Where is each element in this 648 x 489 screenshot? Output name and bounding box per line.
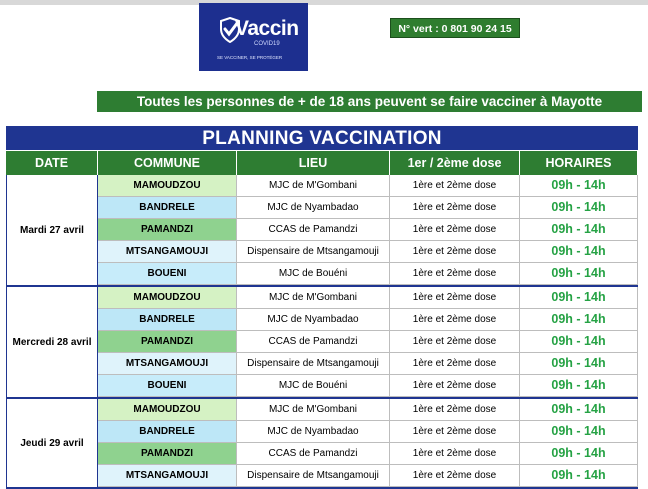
header-horaires: HORAIRES <box>520 150 638 175</box>
logo-tagline: SE VACCINER, SE PROTÉGER <box>217 55 283 60</box>
horaires-cell: 09h - 14h <box>520 241 638 263</box>
commune-cell: MAMOUDZOU <box>98 399 237 421</box>
horaires-cell: 09h - 14h <box>520 197 638 219</box>
dose-cell: 1ère et 2ème dose <box>390 421 520 443</box>
date-group <box>6 287 638 399</box>
horaires-cell: 09h - 14h <box>520 331 638 353</box>
date-group <box>6 175 638 287</box>
date-cell: Jeudi 29 avril <box>6 399 98 487</box>
header-lieu: LIEU <box>237 150 390 175</box>
lieu-cell: CCAS de Pamandzi <box>237 219 390 241</box>
dose-cell: 1ère et 2ème dose <box>390 241 520 263</box>
horaires-cell: 09h - 14h <box>520 375 638 397</box>
lieu-cell: MJC de M'Gombani <box>237 287 390 309</box>
table-row <box>98 175 638 197</box>
hotline-number: N° vert : 0 801 90 24 15 <box>390 18 520 38</box>
horaires-cell: 09h - 14h <box>520 421 638 443</box>
top-border <box>0 0 648 5</box>
horaires-cell: 09h - 14h <box>520 309 638 331</box>
table-row <box>98 263 638 285</box>
commune-cell: MAMOUDZOU <box>98 287 237 309</box>
table-row <box>98 197 638 219</box>
dose-cell: 1ère et 2ème dose <box>390 375 520 397</box>
lieu-cell: MJC de Nyambadao <box>237 309 390 331</box>
commune-cell: BANDRELE <box>98 309 237 331</box>
dose-cell: 1ère et 2ème dose <box>390 331 520 353</box>
eligibility-banner: Toutes les personnes de + de 18 ans peuvent se faire vacciner à Mayotte <box>97 91 642 112</box>
table-row <box>98 399 638 421</box>
table-row <box>98 443 638 465</box>
table-row <box>98 309 638 331</box>
commune-cell: PAMANDZI <box>98 331 237 353</box>
table-title: PLANNING VACCINATION <box>6 126 638 150</box>
lieu-cell: CCAS de Pamandzi <box>237 443 390 465</box>
group-rows <box>98 175 638 285</box>
table-row <box>98 241 638 263</box>
commune-cell: MTSANGAMOUJI <box>98 241 237 263</box>
dose-cell: 1ère et 2ème dose <box>390 399 520 421</box>
lieu-cell: MJC de Bouéni <box>237 375 390 397</box>
table-row <box>98 331 638 353</box>
commune-cell: BANDRELE <box>98 197 237 219</box>
table-row <box>98 353 638 375</box>
commune-cell: BOUENI <box>98 375 237 397</box>
header-dose: 1er / 2ème dose <box>390 150 520 175</box>
table-row <box>98 465 638 487</box>
header-date: DATE <box>6 150 98 175</box>
commune-cell: BANDRELE <box>98 421 237 443</box>
date-group <box>6 399 638 489</box>
lieu-cell: CCAS de Pamandzi <box>237 331 390 353</box>
table-row <box>98 219 638 241</box>
group-rows <box>98 399 638 487</box>
table-row <box>98 287 638 309</box>
logo-brand: Vaccin <box>235 17 299 40</box>
horaires-cell: 09h - 14h <box>520 263 638 285</box>
horaires-cell: 09h - 14h <box>520 287 638 309</box>
lieu-cell: Dispensaire de Mtsangamouji <box>237 353 390 375</box>
date-cell: Mardi 27 avril <box>6 175 98 285</box>
dose-cell: 1ère et 2ème dose <box>390 465 520 487</box>
dose-cell: 1ère et 2ème dose <box>390 175 520 197</box>
lieu-cell: MJC de Bouéni <box>237 263 390 285</box>
dose-cell: 1ère et 2ème dose <box>390 309 520 331</box>
date-cell: Mercredi 28 avril <box>6 287 98 397</box>
lieu-cell: Dispensaire de Mtsangamouji <box>237 465 390 487</box>
lieu-cell: MJC de Nyambadao <box>237 197 390 219</box>
commune-cell: BOUENI <box>98 263 237 285</box>
dose-cell: 1ère et 2ème dose <box>390 197 520 219</box>
lieu-cell: Dispensaire de Mtsangamouji <box>237 241 390 263</box>
table-header-row <box>6 150 638 175</box>
logo-subtitle: COVID19 <box>254 41 280 47</box>
dose-cell: 1ère et 2ème dose <box>390 353 520 375</box>
header-commune: COMMUNE <box>98 150 237 175</box>
commune-cell: PAMANDZI <box>98 443 237 465</box>
lieu-cell: MJC de Nyambadao <box>237 421 390 443</box>
dose-cell: 1ère et 2ème dose <box>390 219 520 241</box>
horaires-cell: 09h - 14h <box>520 465 638 487</box>
horaires-cell: 09h - 14h <box>520 399 638 421</box>
horaires-cell: 09h - 14h <box>520 353 638 375</box>
commune-cell: MAMOUDZOU <box>98 175 237 197</box>
dose-cell: 1ère et 2ème dose <box>390 263 520 285</box>
lieu-cell: MJC de M'Gombani <box>237 175 390 197</box>
group-rows <box>98 287 638 397</box>
vaccin-logo <box>199 3 308 71</box>
horaires-cell: 09h - 14h <box>520 175 638 197</box>
commune-cell: PAMANDZI <box>98 219 237 241</box>
table-row <box>98 375 638 397</box>
commune-cell: MTSANGAMOUJI <box>98 353 237 375</box>
table-row <box>98 421 638 443</box>
horaires-cell: 09h - 14h <box>520 443 638 465</box>
horaires-cell: 09h - 14h <box>520 219 638 241</box>
planning-table <box>6 126 638 489</box>
dose-cell: 1ère et 2ème dose <box>390 443 520 465</box>
dose-cell: 1ère et 2ème dose <box>390 287 520 309</box>
table-body <box>6 175 638 489</box>
lieu-cell: MJC de M'Gombani <box>237 399 390 421</box>
commune-cell: MTSANGAMOUJI <box>98 465 237 487</box>
